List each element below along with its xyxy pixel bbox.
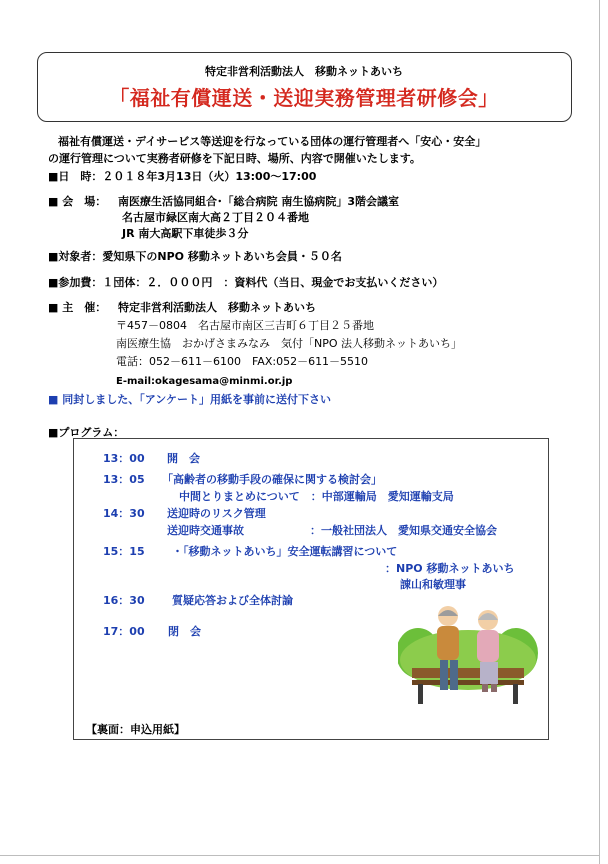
date-line: ■日 時：２０１８年3月13日（火）13:00～17:00 xyxy=(48,170,317,183)
page-edge xyxy=(0,855,600,856)
organizer-heading: 特定非営利活動法人 移動ネットあいち xyxy=(205,65,403,78)
care-of-line: 南医療生協 おかげさまみなみ 気付「NPO 法人移動ネットあいち」 xyxy=(116,337,463,350)
target-line: ■対象者：愛知県下のNPO 移動ネットあいち会員・５０名 xyxy=(48,250,342,263)
program-item: 閉 会 xyxy=(168,625,201,638)
program-time: 13：05 xyxy=(103,473,145,486)
venue-access: JR 南大高駅下車徒歩３分 xyxy=(122,227,249,240)
program-time: 14：30 xyxy=(103,507,145,520)
fee-line: ■参加費：１団体：２．０００円 ：資料代（当日、現金でお支払いください） xyxy=(48,276,444,289)
program-time: 16：30 xyxy=(103,594,145,607)
program-item: ：NPO 移動ネットあいち xyxy=(385,562,515,575)
venue-label: ■ 会 場： xyxy=(48,195,107,208)
venue-line: 南医療生活協同組合･「総合病院 南生協病院」3階会議室 xyxy=(118,195,399,208)
page-title: 「福祉有償運送・送迎実務管理者研修会」 xyxy=(109,86,499,110)
venue-address: 名古屋市緑区南大高２丁目２０４番地 xyxy=(122,211,309,224)
postal-address: 〒457－0804 名古屋市南区三吉町６丁目２５番地 xyxy=(116,319,374,332)
program-item: 諌山和敏理事 xyxy=(400,578,466,591)
program-label: ■プログラム： xyxy=(48,426,125,439)
page-edge xyxy=(599,0,600,864)
intro-line: の運行管理について実務者研修を下記日時、場所、内容で開催いたします。 xyxy=(48,152,421,165)
notice-line: ■ 同封しました、「アンケート」用紙を事前に送付下さい xyxy=(48,393,332,406)
elderly-couple-bench-illustration xyxy=(398,598,538,708)
program-item: 質疑応答および全体討論 xyxy=(172,594,293,607)
program-item: 「高齢者の移動手段の確保に関する検討会」 xyxy=(162,473,382,486)
back-side-note: 【裏面：申込用紙】 xyxy=(86,723,185,736)
program-item: ・「移動ネットあいち」安全運転講習について xyxy=(172,545,398,558)
program-item: 中間とりまとめについて ：中部運輸局 愛知運輸支局 xyxy=(179,490,454,503)
intro-line: 福祉有償運送・デイサービス等送迎を行なっている団体の運行管理者へ「安心・安全」 xyxy=(58,135,487,148)
program-time: 17：00 xyxy=(103,625,145,638)
organizer-label: ■ 主 催： xyxy=(48,301,107,314)
program-item: 送迎時のリスク管理 xyxy=(167,507,266,520)
program-time: 13：00 xyxy=(103,452,145,465)
phone-line: 電話：052－611－6100 FAX:052－611－5510 xyxy=(116,355,369,368)
program-item: 開 会 xyxy=(167,452,200,465)
program-time: 15：15 xyxy=(103,545,145,558)
organizer-line: 特定非営利活動法人 移動ネットあいち xyxy=(118,301,316,314)
program-item: 送迎時交通事故 ：一般社団法人 愛知県交通安全協会 xyxy=(167,524,497,537)
email-line: E-mail:okagesama@minmi.or.jp xyxy=(116,376,293,387)
